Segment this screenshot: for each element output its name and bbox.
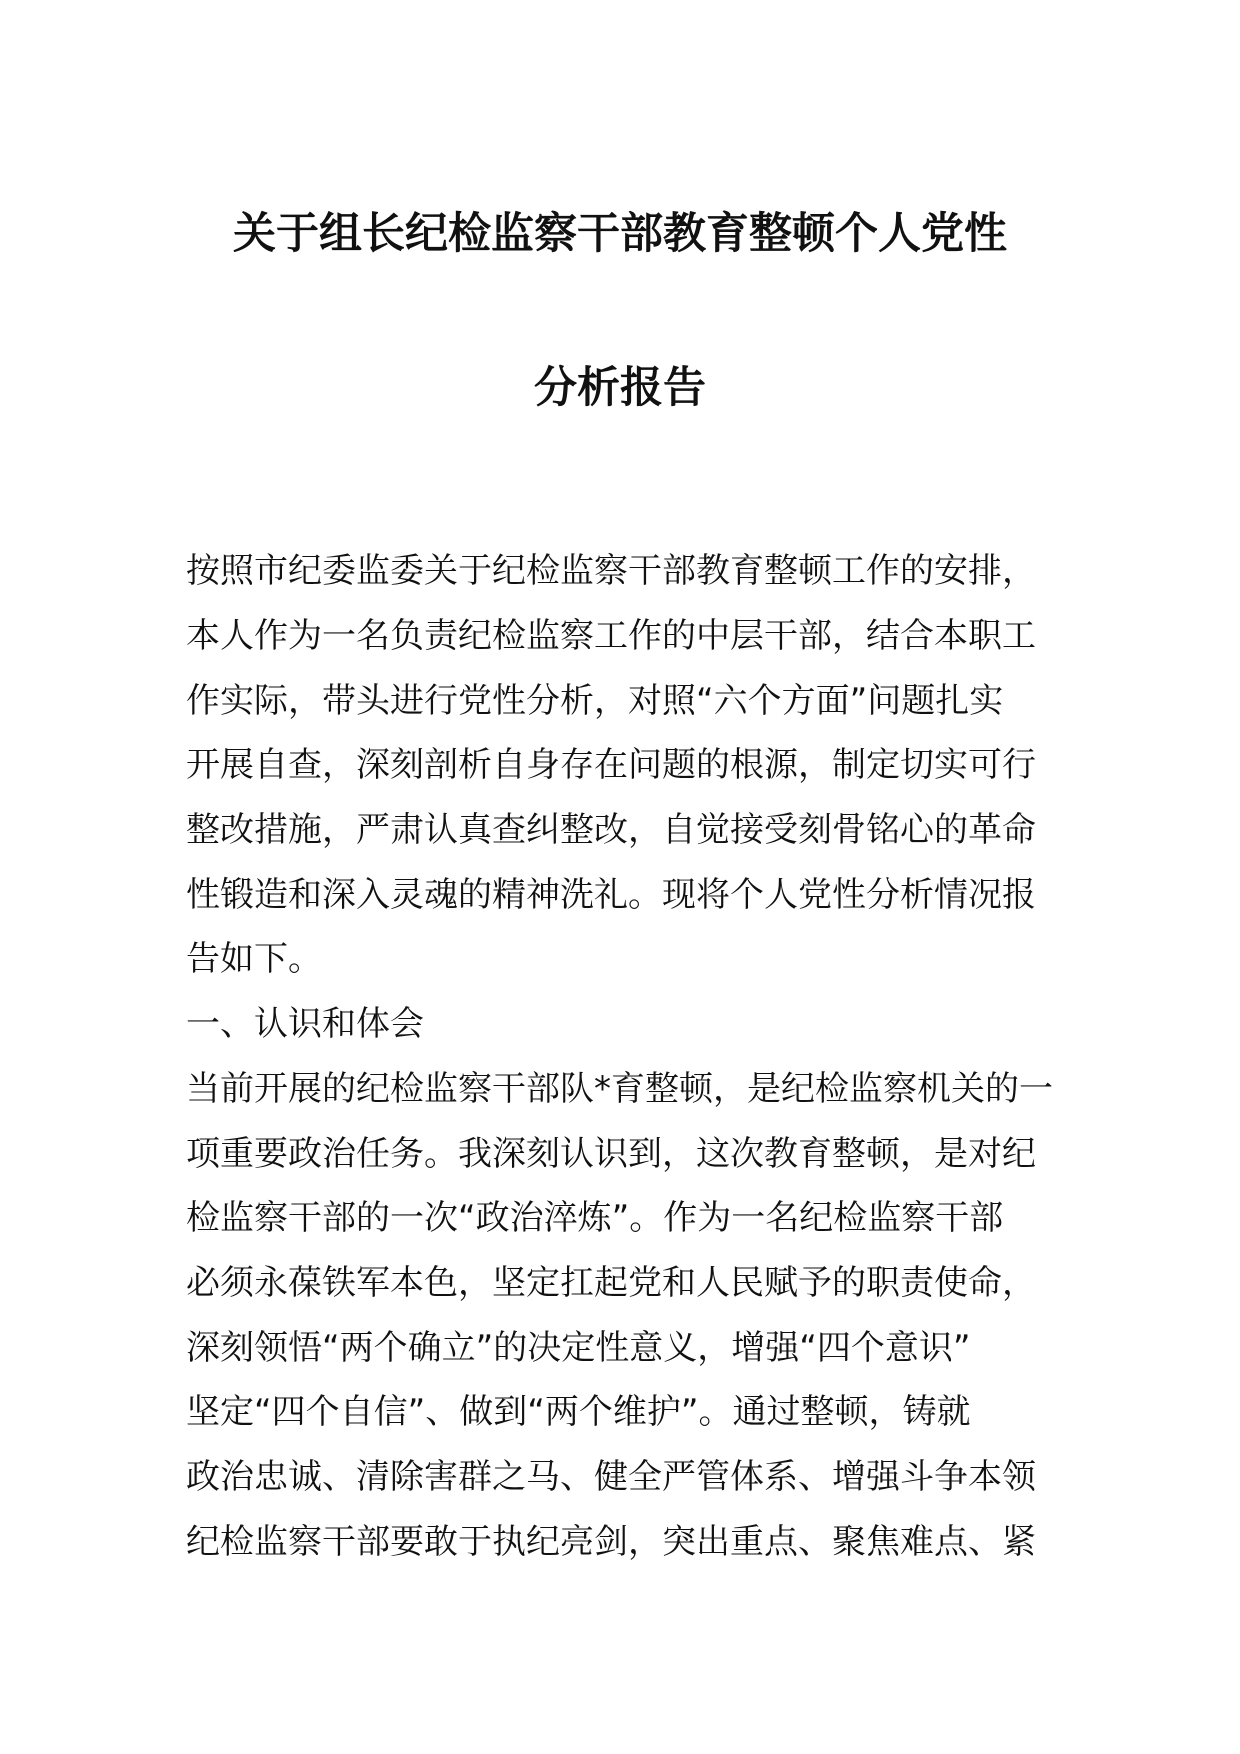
body-line-4: 开展自查，深刻剖析自身存在问题的根源，制定切实可行 [186,745,1036,785]
document-title-line-1: 关于组长纪检监察干部教育整顿个人党性 [233,209,1007,259]
body-line-15: 政治忠诚、清除害群之马、健全严管体系、增强斗争本领 [186,1457,1036,1497]
body-line-2: 本人作为一名负责纪检监察工作的中层干部，结合本职工 [186,616,1036,656]
body-line-6: 性锻造和深入灵魂的精神洗礼。现将个人党性分析情况报 [186,875,1036,915]
body-line-5: 整改措施，严肃认真查纠整改，自觉接受刻骨铭心的革命 [186,810,1036,850]
body-line-13: 深刻领悟“两个确立”的决定性意义，增强“四个意识” [186,1328,971,1368]
body-line-1: 按照市纪委监委关于纪检监察干部教育整顿工作的安排， [186,551,1036,591]
body-line-12: 必须永葆铁军本色，坚定扛起党和人民赋予的职责使命， [186,1263,1036,1303]
body-line-14: 坚定“四个自信”、做到“两个维护”。通过整顿，铸就 [186,1392,971,1432]
body-line-11: 检监察干部的一次“政治淬炼”。作为一名纪检监察干部 [186,1198,1004,1238]
document-title-line-2: 分析报告 [534,363,706,413]
body-line-3: 作实际，带头进行党性分析，对照“六个方面”问题扎实 [186,681,1004,721]
section-heading-1: 一、认识和体会 [186,1004,424,1044]
body-line-16: 纪检监察干部要敢于执纪亮剑，突出重点、聚焦难点、紧 [186,1522,1036,1562]
body-line-10: 项重要政治任务。我深刻认识到，这次教育整顿，是对纪 [186,1134,1036,1174]
body-line-7: 告如下。 [186,939,322,979]
body-line-9: 当前开展的纪检监察干部队*育整顿，是纪检监察机关的一 [186,1069,1053,1109]
